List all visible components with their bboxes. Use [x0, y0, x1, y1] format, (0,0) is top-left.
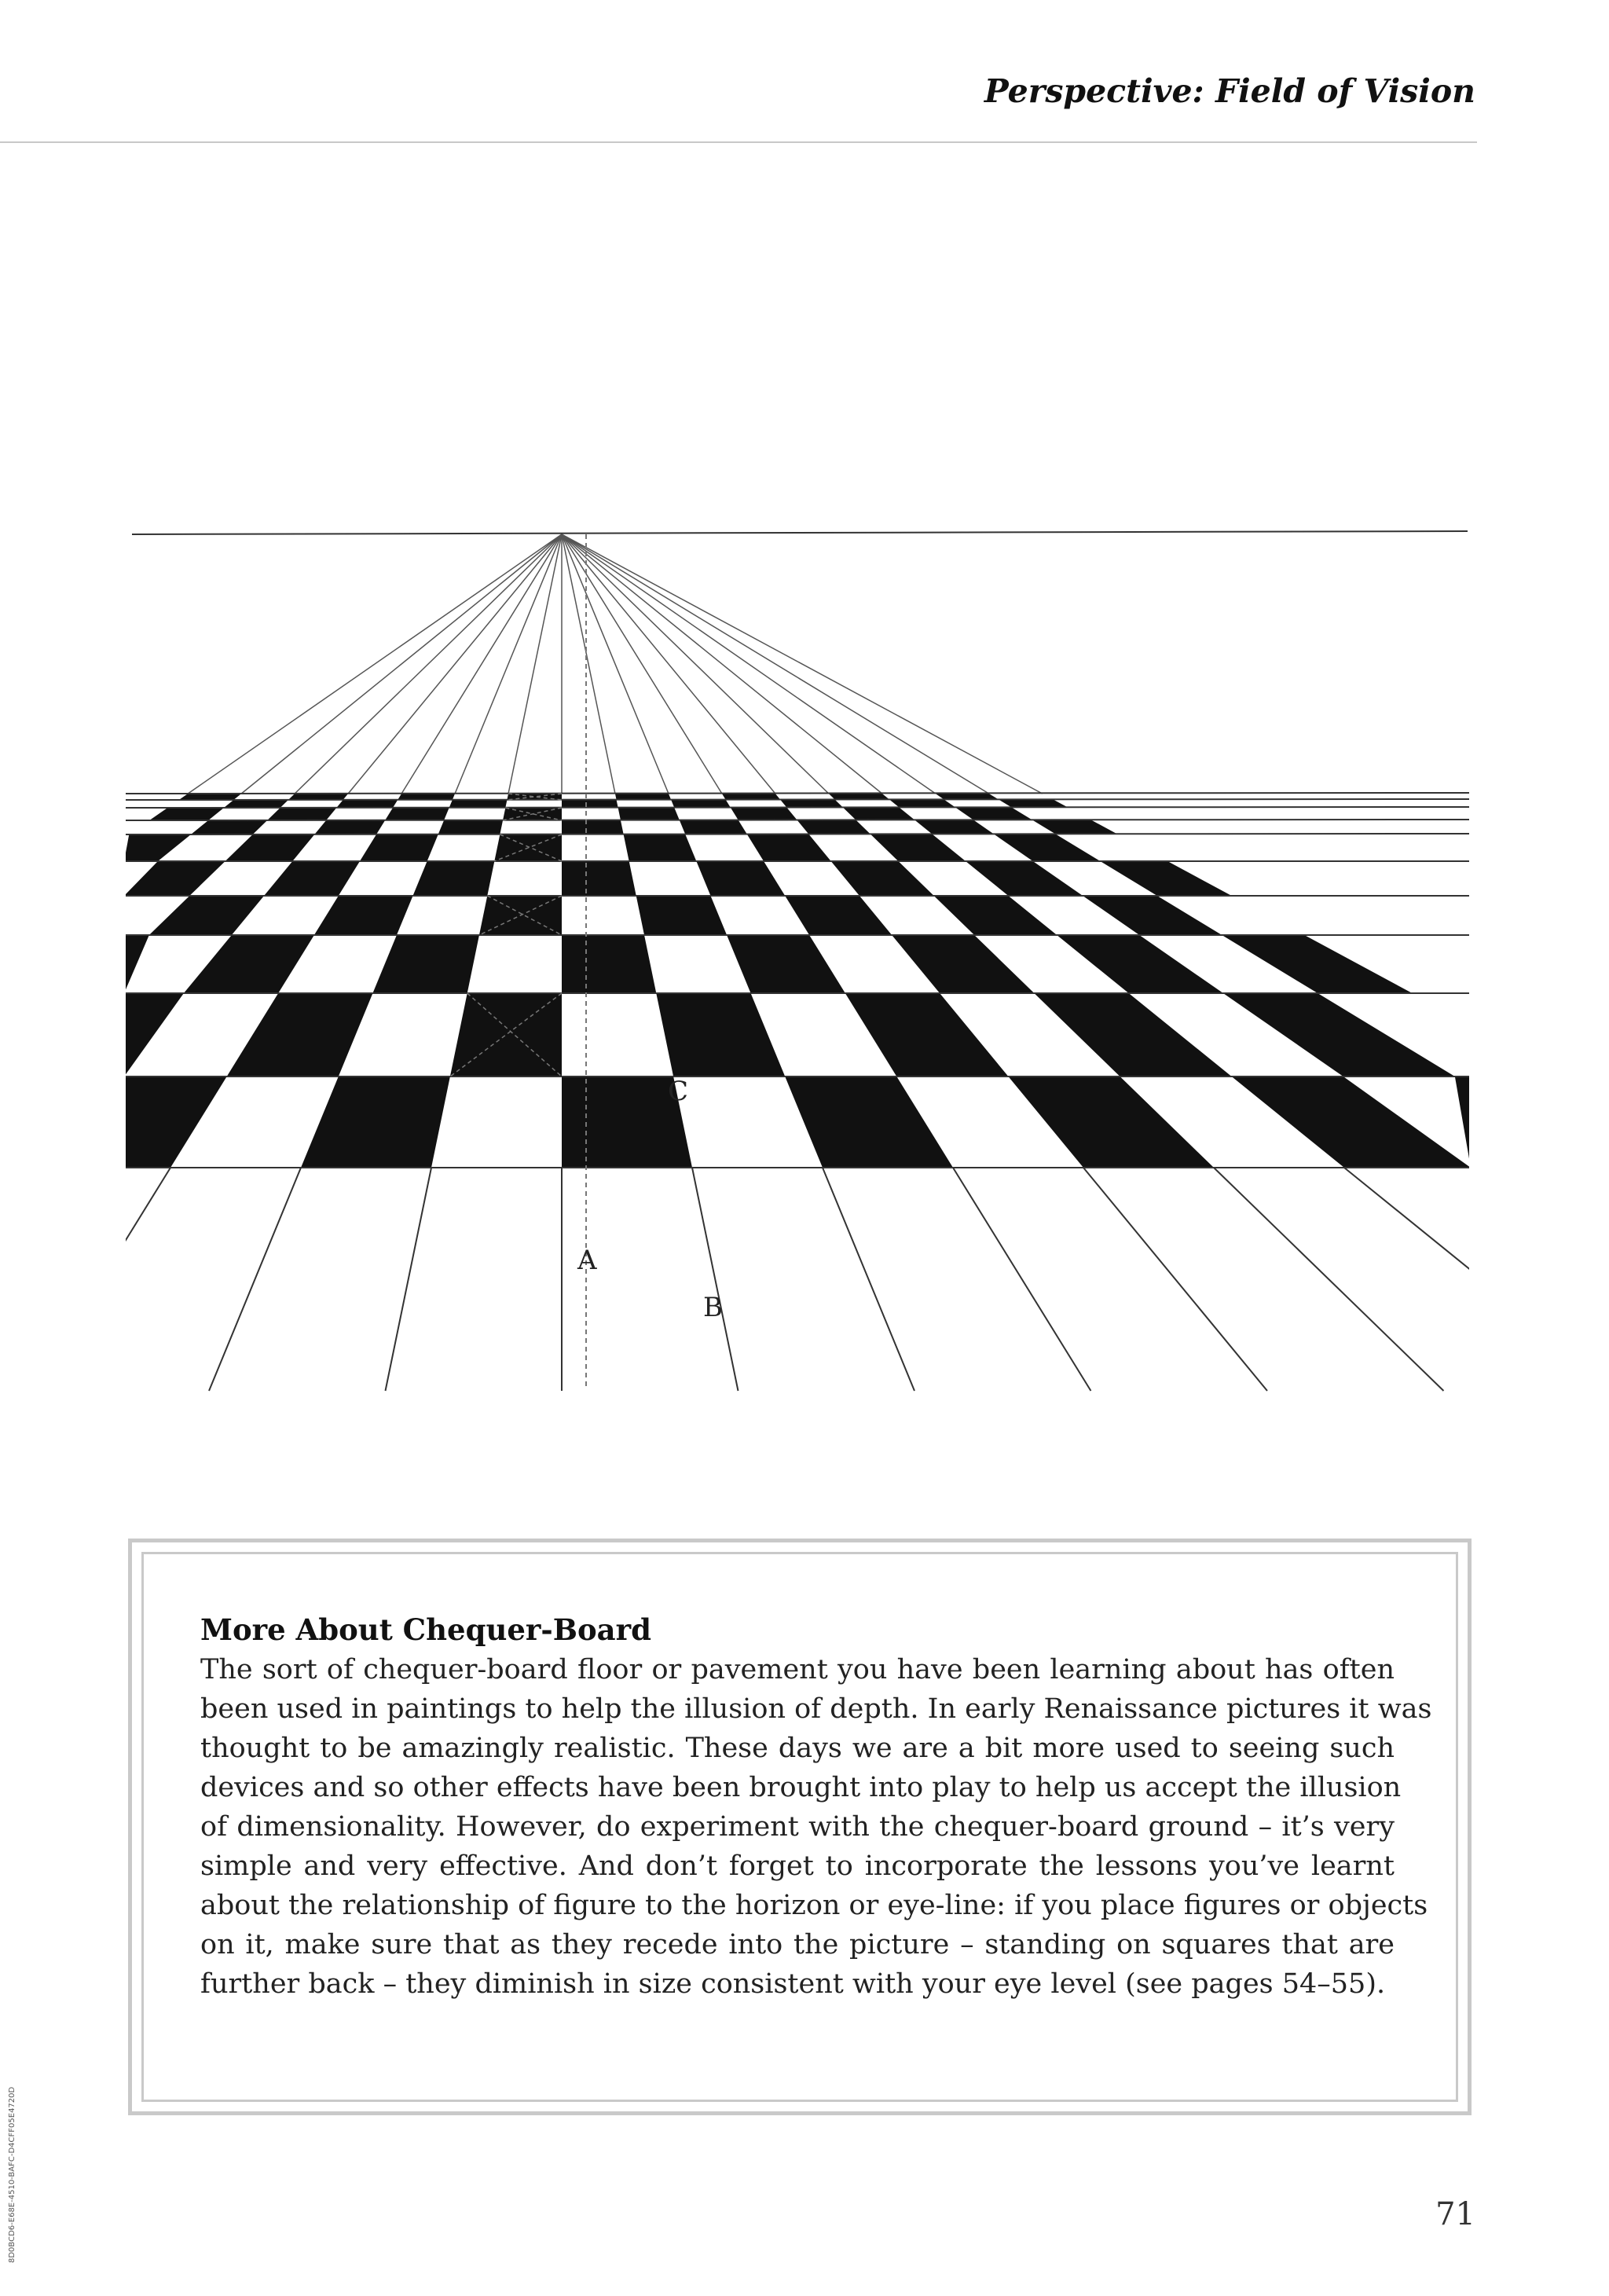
foreground-line [823, 1168, 914, 1391]
board-tile [372, 935, 479, 993]
board-tile [227, 993, 373, 1076]
board-tile [562, 861, 636, 896]
board-tile [562, 820, 624, 834]
board-tile [1008, 1076, 1214, 1168]
converging-line [455, 534, 562, 794]
foreground-line [1083, 1168, 1267, 1391]
body-line: The sort of chequer-board floor or pavement you have been learning about has often [200, 1654, 1395, 1685]
body-line: thought to be amazingly realistic. These days we are a bit more used to seeing such [200, 1733, 1395, 1764]
board-tile [562, 800, 618, 808]
converging-line [562, 534, 775, 794]
board-tile [314, 820, 385, 834]
row-line [126, 799, 1469, 800]
board-tile [1223, 993, 1455, 1076]
converging-line [295, 534, 562, 794]
board-tile [747, 834, 831, 861]
board-tile [149, 808, 224, 820]
box-body [200, 1650, 1432, 2004]
board-tile [995, 834, 1101, 861]
converging-line [562, 534, 989, 794]
board-tile [562, 935, 656, 993]
board-tile [671, 800, 731, 808]
board-tile [288, 794, 348, 800]
board-tile [934, 896, 1057, 935]
board-tile [191, 820, 267, 834]
board-tile [870, 834, 966, 861]
board-tile [1222, 935, 1412, 993]
body-line: of dimensionality. However, do experiment with the chequer-board ground – it’s very [200, 1811, 1395, 1843]
board-tile [785, 1076, 953, 1168]
converging-line [508, 534, 562, 794]
body-line: been used in paintings to help the illusion of depth. In early Renaissance pictures it was [200, 1693, 1432, 1725]
label-b: B [703, 1292, 723, 1323]
board-tile [385, 808, 449, 820]
board-tile [336, 800, 398, 808]
board-tile [696, 861, 785, 896]
converging-line [241, 534, 562, 794]
board-tile [680, 820, 747, 834]
label-a: A [577, 1245, 597, 1276]
row-line [126, 807, 1469, 808]
board-tile [618, 808, 680, 820]
board-tile [1455, 1076, 1469, 1168]
board-tile [179, 794, 241, 800]
margin-code: 8D0BCD6-E68E-4510-BAFC-D4CFF05E4720D [8, 2086, 16, 2263]
board-tile [1083, 896, 1222, 935]
board-tile [314, 896, 413, 935]
board-tile [449, 800, 508, 808]
foreground-line [1344, 1168, 1469, 1391]
board-tile [224, 800, 288, 808]
board-tile [360, 834, 438, 861]
board-tile [966, 861, 1083, 896]
board-tile [184, 935, 314, 993]
board-tile [727, 935, 845, 993]
body-line: further back – they diminish in size consistent with your eye level (see pages 54–55). [200, 1968, 1386, 2000]
label-c: C [668, 1076, 689, 1107]
converging-line [562, 534, 1043, 794]
board-tile [1232, 1076, 1469, 1168]
board-tile [126, 861, 225, 896]
board-tile [624, 834, 697, 861]
board-tile [1100, 861, 1231, 896]
converging-line [562, 534, 882, 794]
converging-line [188, 534, 562, 794]
board-tile [149, 896, 264, 935]
running-head: Perspective: Field of Vision [984, 72, 1475, 110]
converging-line [562, 534, 615, 794]
board-tile [656, 993, 785, 1076]
chequer-board-illustration [126, 519, 1469, 1407]
board-tile [892, 935, 1034, 993]
board-tile [731, 808, 797, 820]
board-tile [438, 820, 503, 834]
converging-line [401, 534, 562, 794]
converging-line [562, 534, 669, 794]
chequer-board-figure [126, 519, 1469, 1407]
board-tile [843, 808, 914, 820]
board-tile [1034, 993, 1231, 1076]
board-tile [845, 993, 1009, 1076]
board-tile [126, 993, 184, 1076]
board-tile [785, 896, 892, 935]
board-tile [797, 820, 871, 834]
converging-line [562, 534, 936, 794]
board-tile [126, 834, 191, 861]
board-tile [301, 1076, 450, 1168]
foreground-line [386, 1168, 431, 1391]
body-line: simple and very effective. And don’t forget to incorporate the lessons you’ve learnt [200, 1850, 1395, 1882]
board-tile [126, 935, 149, 993]
board-tile [831, 861, 934, 896]
board-tile [126, 1076, 227, 1168]
board-tile [413, 861, 495, 896]
body-line: about the relationship of figure to the horizon or eye-line: if you place figures or objects [200, 1890, 1428, 1921]
board-tile [1057, 935, 1223, 993]
board-tile [225, 834, 315, 861]
body-line: devices and so other effects have been brought into play to help us accept the illusion [200, 1772, 1402, 1803]
converging-line [348, 534, 562, 794]
board-tile [636, 896, 727, 935]
board-tile [1033, 820, 1118, 834]
foreground-line [953, 1168, 1090, 1391]
row-line [126, 793, 1469, 794]
body-line: on it, make sure that as they recede into the picture – standing on squares that are [200, 1929, 1395, 1960]
header-rule [0, 141, 1477, 143]
foreground-line [209, 1168, 301, 1391]
horizon-line [132, 531, 1468, 534]
page-number: 71 [1435, 2196, 1475, 2232]
board-tile [264, 861, 360, 896]
box-title: More About Chequer-Board [200, 1612, 652, 1647]
foreground-line [1214, 1168, 1443, 1391]
foreground-line [126, 1168, 170, 1391]
board-tile [956, 808, 1033, 820]
board-tile [267, 808, 336, 820]
board-tile [915, 820, 995, 834]
foreground-line [692, 1168, 738, 1391]
converging-line [562, 534, 829, 794]
